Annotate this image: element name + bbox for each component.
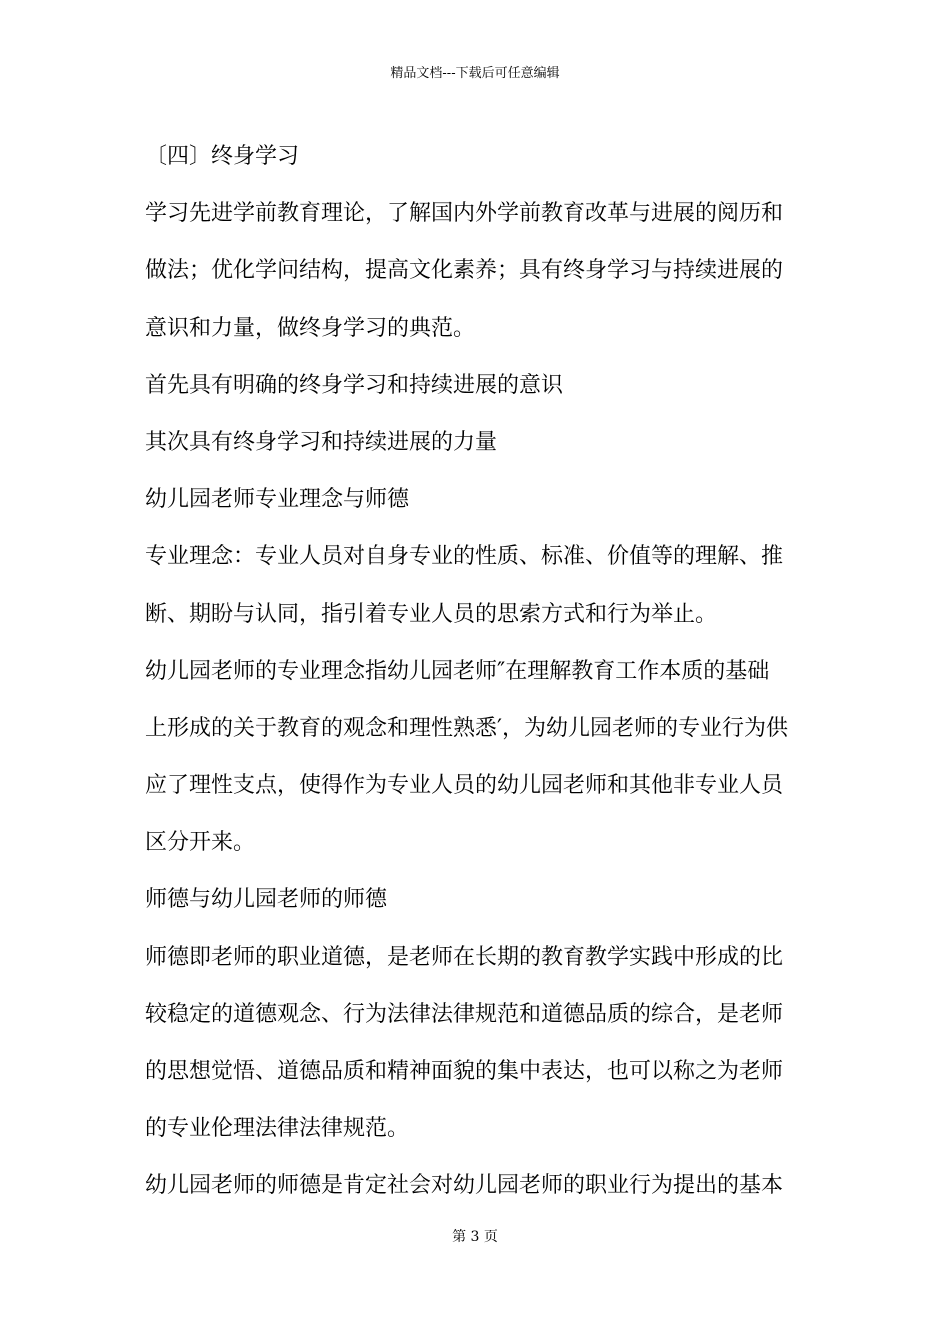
paragraph-line: 学习先进学前教育理论，了解国内外学前教育改革与进展的阅历和 (145, 201, 784, 227)
paragraph-line: 幼儿园老师的师德是肯定社会对幼儿园老师的职业行为提出的基本 (145, 1173, 784, 1199)
paragraph-line: 做法；优化学问结构，提高文化素养；具有终身学习与持续进展的 (145, 258, 784, 284)
subsection-heading: 师德与幼儿园老师的师德 (145, 887, 388, 913)
paragraph-line: 应了理性支点，使得作为专业人员的幼儿园老师和其他非专业人员 (145, 773, 784, 799)
paragraph-line: 意识和力量，做终身学习的典范。 (145, 315, 476, 341)
paragraph-line: 区分开来。 (145, 830, 256, 856)
section-heading: 〔四〕终身学习 (145, 144, 300, 169)
paragraph-line: 师德即老师的职业道德，是老师在长期的教育教学实践中形成的比 (145, 944, 784, 970)
paragraph-line: 的专业伦理法律法律规范。 (145, 1116, 410, 1142)
subsection-heading: 幼儿园老师专业理念与师德 (145, 487, 410, 513)
paragraph-line: 首先具有明确的终身学习和持续进展的意识 (145, 372, 564, 398)
paragraph-line: 幼儿园老师的专业理念指幼儿园老师″在理解教育工作本质的基础 (145, 658, 770, 684)
page-header: 精品文档---下载后可任意编辑 (390, 66, 560, 81)
paragraph-line: 其次具有终身学习和持续进展的力量 (145, 429, 498, 455)
page-number: 第 3 页 (452, 1229, 498, 1245)
paragraph-line: 的思想觉悟、道德品质和精神面貌的集中表达，也可以称之为老师 (145, 1059, 784, 1084)
paragraph-line: 断、期盼与认同，指引着专业人员的思索方式和行为举止。 (145, 601, 718, 627)
paragraph-line: 较稳定的道德观念、行为法律法律规范和道德品质的综合，是老师 (145, 1001, 784, 1027)
document-body (145, 128, 813, 1215)
paragraph-line: 上形成的关于教育的观念和理性熟悉′，为幼儿园老师的专业行为供 (145, 715, 788, 741)
paragraph-line: 专业理念：专业人员对自身专业的性质、标准、价值等的理解、推 (145, 544, 784, 570)
